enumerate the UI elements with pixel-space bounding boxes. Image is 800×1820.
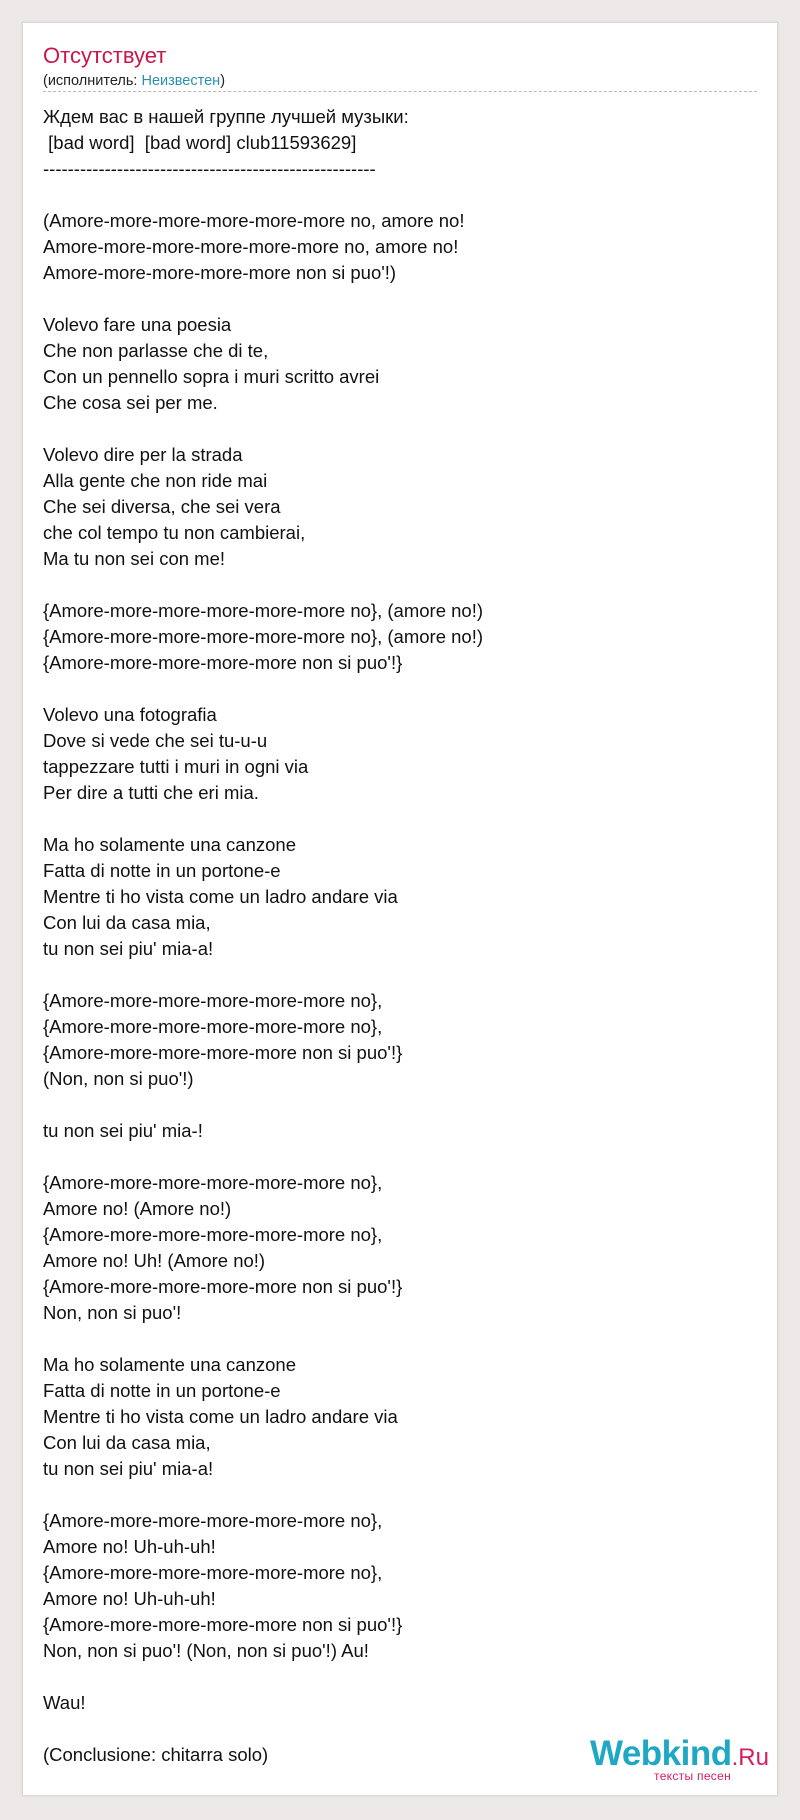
lyric-line: Fatta di notte in un portone-e: [43, 1380, 281, 1401]
lyric-line: Ma tu non sei con me!: [43, 548, 226, 569]
lyric-line: Ma ho solamente una canzone: [43, 834, 297, 855]
artist-prefix: (исполнитель:: [43, 73, 142, 89]
logo-tld: .Ru: [731, 1744, 769, 1771]
logo-tagline: тексты песен: [654, 1769, 731, 1783]
lyric-line: Volevo fare una poesia: [43, 314, 232, 335]
song-title: Отсутствует: [43, 43, 167, 68]
lyric-line: [43, 286, 743, 312]
artist-suffix: ): [220, 73, 226, 89]
artist-link[interactable]: Неизвестен: [141, 73, 221, 89]
lyric-line: Che sei diversa, che sei vera: [43, 496, 281, 517]
lyric-line: {Amore-more-more-more-more non si puo'!}: [43, 1042, 403, 1063]
lyric-line: Che non parlasse che di te,: [43, 340, 269, 361]
lyric-line: [43, 962, 743, 988]
lyric-line: Amore no! Uh! (Amore no!): [43, 1250, 266, 1271]
lyric-line: {Amore-more-more-more-more non si puo'!}: [43, 1614, 403, 1635]
lyric-line: (Non, non si puo'!): [43, 1068, 194, 1089]
lyric-line: [43, 1092, 743, 1118]
lyric-line: {Amore-more-more-more-more-more no},: [43, 1172, 383, 1193]
logo-brand: Webkind: [589, 1734, 732, 1773]
artist-line: [43, 73, 225, 89]
lyric-line: [43, 1326, 743, 1352]
lyric-line: [bad word] [bad word] club11593629]: [43, 132, 357, 153]
lyric-line: [43, 182, 743, 208]
lyric-line: Amore no! Uh-uh-uh!: [43, 1588, 216, 1609]
lyric-line: Dove si vede che sei tu-u-u: [43, 730, 268, 751]
lyric-line: ------------------------------------------------------: [43, 158, 376, 179]
lyric-line: [43, 1482, 743, 1508]
lyric-line: {Amore-more-more-more-more-more no}, (amore no!): [43, 626, 484, 647]
lyric-line: {Amore-more-more-more-more non si puo'!}: [43, 652, 403, 673]
lyric-line: Con lui da casa mia,: [43, 1432, 211, 1453]
lyric-line: Amore no! Uh-uh-uh!: [43, 1536, 216, 1557]
lyric-line: {Amore-more-more-more-more non si puo'!}: [43, 1276, 403, 1297]
lyric-line: {Amore-more-more-more-more-more no},: [43, 1510, 383, 1531]
lyric-line: Amore no! (Amore no!): [43, 1198, 232, 1219]
lyric-line: [43, 1144, 743, 1170]
lyric-line: Amore-more-more-more-more non si puo'!): [43, 262, 397, 283]
lyric-line: {Amore-more-more-more-more-more no},: [43, 1224, 383, 1245]
lyric-line: [43, 806, 743, 832]
lyric-line: Volevo una fotografia: [43, 704, 217, 725]
lyric-line: Wau!: [43, 1692, 86, 1713]
lyric-line: {Amore-more-more-more-more-more no},: [43, 1016, 383, 1037]
lyric-line: tu non sei piu' mia-!: [43, 1120, 203, 1141]
lyric-line: Ma ho solamente una canzone: [43, 1354, 297, 1375]
lyrics-card: [22, 22, 778, 1796]
lyric-line: tu non sei piu' mia-a!: [43, 1458, 214, 1479]
lyric-line: [43, 1664, 743, 1690]
lyric-line: tappezzare tutti i muri in ogni via: [43, 756, 309, 777]
lyric-line: {Amore-more-more-more-more-more no},: [43, 1562, 383, 1583]
lyric-line: Con un pennello sopra i muri scritto avrei: [43, 366, 380, 387]
lyric-line: Con lui da casa mia,: [43, 912, 211, 933]
lyric-line: Non, non si puo'!: [43, 1302, 182, 1323]
lyric-line: {Amore-more-more-more-more-more no}, (amore no!): [43, 600, 484, 621]
lyric-line: tu non sei piu' mia-a!: [43, 938, 214, 959]
lyric-line: (Amore-more-more-more-more-more no, amore no!: [43, 210, 465, 231]
lyric-line: [43, 416, 743, 442]
site-logo[interactable]: [590, 1736, 769, 1783]
lyric-line: Non, non si puo'! (Non, non si puo'!) Au!: [43, 1640, 369, 1661]
lyric-line: [43, 676, 743, 702]
lyric-line: Alla gente che non ride mai: [43, 470, 268, 491]
lyric-line: Fatta di notte in un portone-e: [43, 860, 281, 881]
lyric-line: Mentre ti ho vista come un ladro andare via: [43, 886, 398, 907]
lyric-line: Volevo dire per la strada: [43, 444, 243, 465]
lyric-line: Che cosa sei per me.: [43, 392, 218, 413]
lyric-line: [43, 572, 743, 598]
lyric-line: Mentre ti ho vista come un ladro andare via: [43, 1406, 398, 1427]
lyric-line: Amore-more-more-more-more-more no, amore no!: [43, 236, 459, 257]
lyric-line: Per dire a tutti che eri mia.: [43, 782, 259, 803]
lyrics-body: [43, 104, 743, 1768]
lyric-line: Ждем вас в нашей группе лучшей музыки:: [43, 106, 409, 127]
lyric-line: {Amore-more-more-more-more-more no},: [43, 990, 383, 1011]
lyric-line: (Conclusione: chitarra solo): [43, 1744, 269, 1765]
lyric-line: che col tempo tu non cambierai,: [43, 522, 306, 543]
header-divider: [43, 91, 757, 92]
